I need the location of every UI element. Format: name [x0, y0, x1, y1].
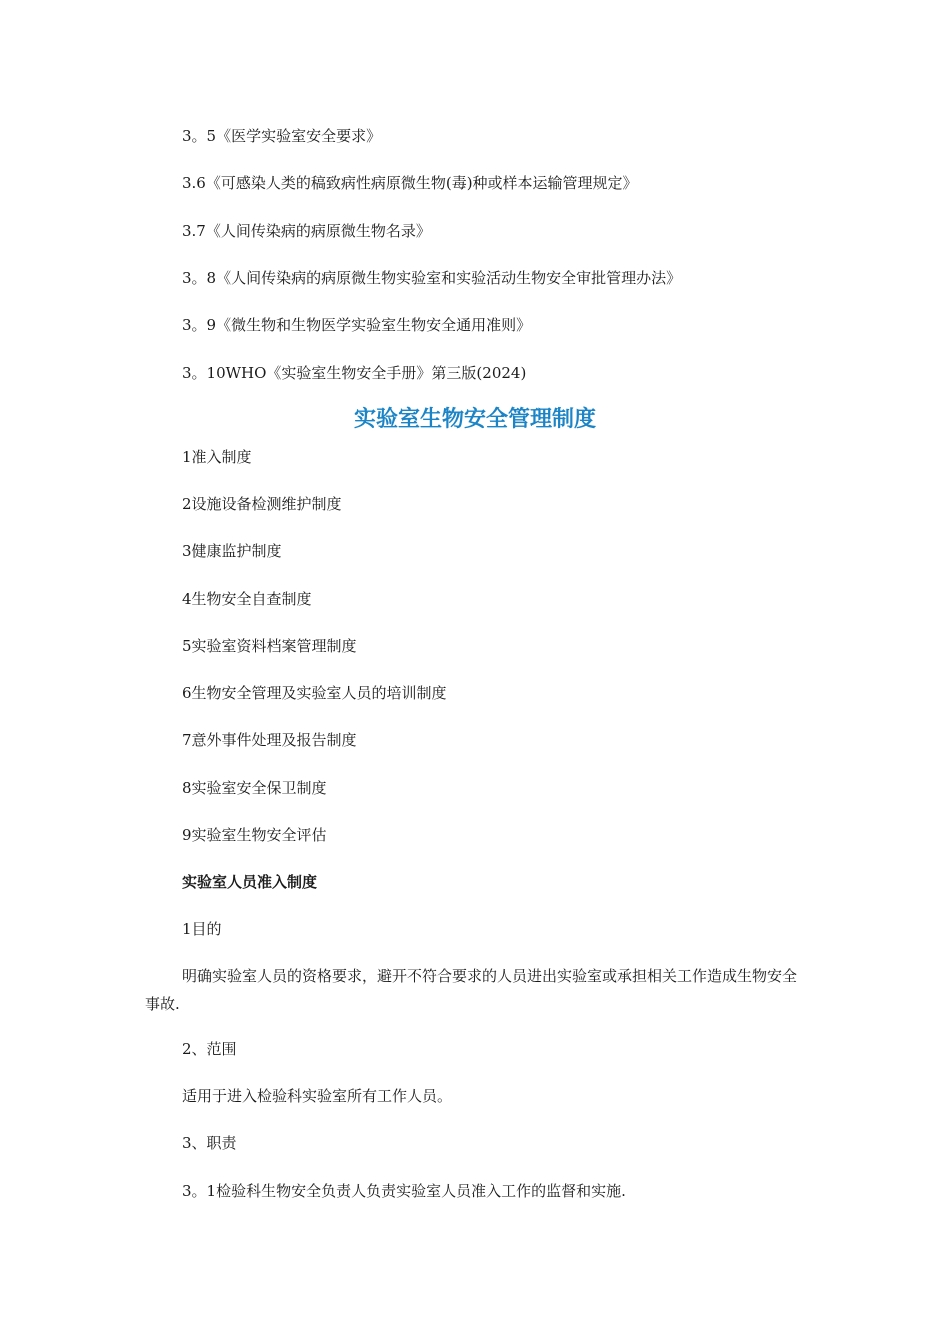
duty-heading: 3、职责: [182, 1134, 237, 1152]
toc-item: 4生物安全自查制度: [182, 590, 312, 608]
toc-item: 8实验室安全保卫制度: [182, 779, 327, 797]
scope-text: 适用于进入检验科实验室所有工作人员。: [182, 1087, 453, 1105]
toc-item: 9实验室生物安全评估: [182, 826, 327, 844]
toc-item: 7意外事件处理及报告制度: [182, 731, 357, 749]
toc-item: 3健康监护制度: [182, 542, 282, 560]
purpose-text: 明确实验室人员的资格要求，避开不符合要求的人员进出实验室或承担相关工作造成生物安全事故.: [145, 967, 798, 1013]
toc-item: 1准入制度: [182, 448, 252, 466]
toc-item: 6生物安全管理及实验室人员的培训制度: [182, 684, 447, 702]
toc-item: 2设施设备检测维护制度: [182, 495, 342, 513]
purpose-heading: 1目的: [182, 920, 222, 938]
reference-item: 3。10WHO《实验室生物安全手册》第三版(2024): [182, 364, 527, 382]
reference-item: 3。8《人间传染病的病原微生物实验室和实验活动生物安全审批管理办法》: [182, 269, 682, 287]
section-heading: 实验室人员准入制度: [182, 873, 318, 891]
duty-item: 3。1检验科生物安全负责人负责实验室人员准入工作的监督和实施.: [182, 1182, 626, 1200]
toc-item: 5实验室资料档案管理制度: [182, 637, 357, 655]
document-title: 实验室生物安全管理制度: [353, 407, 596, 432]
scope-heading: 2、范围: [182, 1040, 237, 1058]
reference-item: 3。9《微生物和生物医学实验室生物安全通用准则》: [182, 316, 532, 334]
reference-item: 3。5《医学实验室安全要求》: [182, 127, 382, 145]
reference-item: 3.6《可感染人类的稿致病性病原微生物(毒)种或样本运输管理规定》: [182, 174, 638, 192]
reference-item: 3.7《人间传染病的病原微生物名录》: [182, 222, 431, 240]
